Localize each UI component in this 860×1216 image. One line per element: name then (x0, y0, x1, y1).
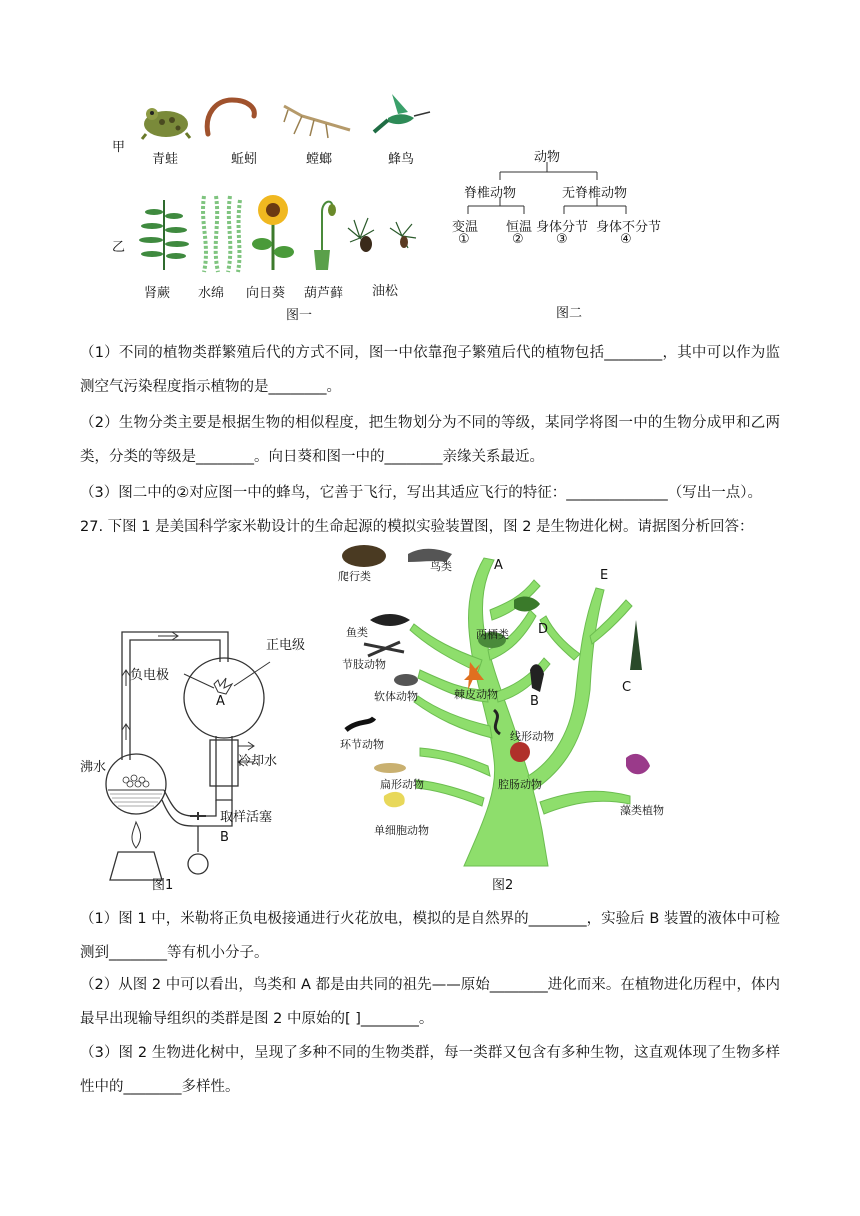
q27-part3: （3）图 2 生物进化树中，呈现了多种不同的生物类群，每一类群又包含有多种生物，这直观体现了生物多样性中的________多样性。 (80, 1045, 780, 1095)
tree-label-reptiles: 爬行类 (338, 570, 371, 583)
figure-two (440, 140, 680, 320)
negative-electrode-label: 负电极 (130, 668, 170, 683)
mantis-image (280, 100, 356, 140)
label-b: B (220, 830, 229, 845)
moss-image (302, 192, 342, 272)
sample-valve-label: 取样活塞 (220, 810, 273, 825)
spirogyra-image (196, 194, 244, 274)
tree-label-e: E (600, 568, 609, 583)
spirogyra-label: 水绵 (198, 286, 225, 301)
tree-label-b: B (530, 694, 539, 709)
pine-image (346, 208, 418, 260)
earthworm-label: 蚯蚓 (231, 152, 258, 167)
mark-2: ② (512, 232, 524, 247)
tree-label-c: C (622, 680, 632, 695)
invertebrate-label: 无脊椎动物 (562, 186, 628, 201)
earthworm-image (202, 94, 260, 140)
hummingbird-label: 蜂鸟 (388, 152, 415, 167)
tree-label-amphibians: 两栖类 (476, 628, 509, 641)
pine-label: 油松 (372, 284, 399, 299)
tree-label-fish: 鱼类 (346, 626, 368, 639)
q27-intro: 27. 下图 1 是美国科学家米勒设计的生命起源的模拟实验装置图，图 2 是生物进化树。请据图分析回答： (80, 519, 754, 535)
figure-one (100, 80, 440, 323)
tree-label-algae: 藻类植物 (620, 804, 664, 817)
figure2-caption: 图2 (492, 878, 514, 893)
positive-electrode-label: 正电级 (266, 638, 306, 653)
boiling-water-label: 沸水 (80, 760, 107, 775)
warm-blooded-label: 恒温 (506, 220, 533, 235)
cold-blooded-label: 变温 (452, 220, 479, 235)
q26-part2: （2）生物分类主要是根据生物的相似程度，把生物划分为不同的等级，某同学将图一中的生物分成甲和乙两类，分类的等级是________。向日葵和图一中的________亲缘关系最近。 (80, 415, 780, 465)
q26-part1: （1）不同的植物类群繁殖后代的方式不同，图一中依靠孢子繁殖后代的植物包括________，其中可以作为监测空气污染程度指示植物的是________。 (80, 345, 780, 395)
q26-part3: （3）图二中的②对应图一中的蜂鸟，它善于飞行，写出其适应飞行的特征：______________（写出一点）。 (80, 485, 762, 501)
tree-label-echinoderms: 棘皮动物 (454, 688, 498, 701)
q27-part2: （2）从图 2 中可以看出，鸟类和 A 都是由共同的祖先——原始________进化而来。在植物进化历程中，体内最早出现输导组织的类群是图 2 中原始的[ ]________。 (80, 977, 780, 1027)
mantis-label: 螳螂 (306, 152, 333, 167)
group-yi-label: 乙 (112, 240, 126, 255)
tree-label-protozoa: 单细胞动物 (374, 824, 429, 837)
tree-label-coelenterates: 腔肠动物 (498, 778, 542, 791)
tree-label-annelids: 环节动物 (340, 738, 384, 751)
figure1-caption: 图1 (152, 878, 174, 893)
miller-apparatus (78, 590, 318, 893)
segmented-label: 身体分节 (536, 220, 589, 235)
tree-label-flatworms: 扁形动物 (380, 778, 424, 791)
moss-label: 葫芦藓 (304, 286, 344, 301)
tree-label-birds: 鸟类 (430, 560, 452, 573)
tree-label-mollusks: 软体动物 (374, 690, 418, 703)
tree-label-nematodes: 线形动物 (510, 730, 554, 743)
tree-label-arthropods: 节肢动物 (342, 658, 386, 671)
q27-part1: （1）图 1 中，米勒将正负电极接通进行火花放电，模拟的是自然界的________，实验后 B 装置的液体中可检测到________等有机小分子。 (80, 911, 780, 961)
hummingbird-image (368, 88, 432, 140)
tree-label-a: A (494, 558, 503, 573)
unsegmented-label: 身体不分节 (596, 220, 662, 235)
tree-root-label: 动物 (534, 150, 561, 165)
sunflower-image (248, 192, 298, 272)
frog-label: 青蛙 (152, 152, 179, 167)
cooling-water-label: 冷却水 (238, 754, 278, 769)
label-a: A (216, 694, 225, 709)
group-jia-label: 甲 (112, 140, 126, 155)
mark-3: ③ (556, 232, 568, 247)
frog-image (140, 100, 192, 140)
sunflower-label: 向日葵 (246, 286, 286, 301)
evolution-tree (334, 540, 694, 893)
figure-one-caption: 图一 (286, 308, 313, 323)
fern-image (136, 192, 192, 272)
figure-two-caption: 图二 (556, 306, 583, 321)
vertebrate-label: 脊椎动物 (464, 186, 517, 201)
fern-label: 肾蕨 (144, 286, 171, 301)
mark-1: ① (458, 232, 470, 247)
tree-label-d: D (538, 622, 549, 637)
mark-4: ④ (620, 232, 632, 247)
